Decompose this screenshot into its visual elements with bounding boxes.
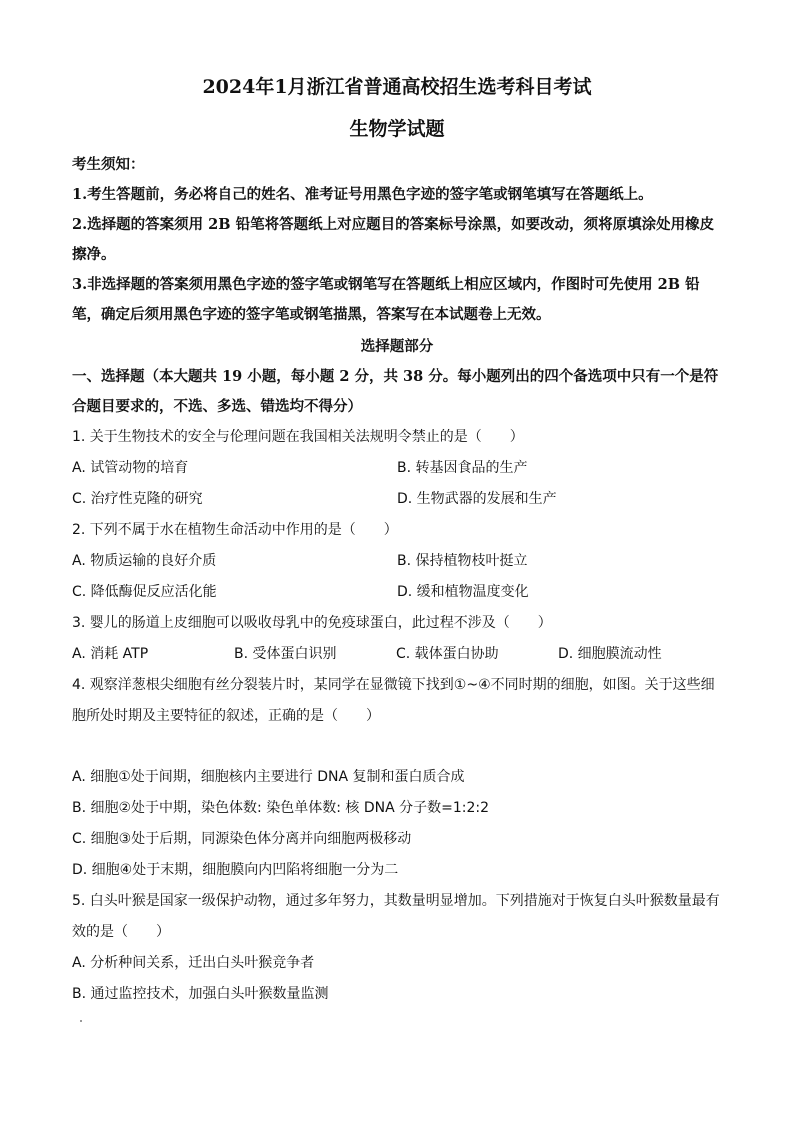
option-a: A. 物质运输的良好介质 [72, 553, 217, 569]
option-b: B. 受体蛋白识别 [234, 646, 337, 662]
option-b: B. 转基因食品的生产 [397, 460, 528, 476]
question-3-options [72, 639, 722, 670]
notice-item-2: 2.选择题的答案须用 2B 铅笔将答题纸上对应题目的答案标号涂黑，如要改动，须将原填涂处用橡皮擦净。 [72, 216, 715, 263]
question-3-stem: 3. 婴儿的肠道上皮细胞可以吸收母乳中的免疫球蛋白，此过程不涉及（ ） [72, 615, 552, 631]
option-b: B. 保持植物枝叶挺立 [397, 553, 528, 569]
question-1-options [72, 453, 722, 515]
option-c: C. 降低酶促反应活化能 [72, 584, 217, 600]
exam-page [72, 62, 722, 1010]
option-a: A. 消耗 ATP [72, 646, 149, 662]
page-subtitle: 生物学试题 [349, 118, 445, 140]
option-a: A. 试管动物的培育 [72, 460, 189, 476]
option-b: B. 细胞②处于中期，染色体数: 染色单体数: 核 DNA 分子数=1:2:2 [72, 800, 490, 816]
question-1-stem: 1. 关于生物技术的安全与伦理问题在我国相关法规明令禁止的是（ ） [72, 429, 524, 445]
question-2-options [72, 546, 722, 608]
question-2-stem: 2. 下列不属于水在植物生命活动中作用的是（ ） [72, 522, 398, 538]
notice-item-1: 1.考生答题前，务必将自己的姓名、准考证号用黑色字迹的签字笔或钢笔填写在答题纸上。 [72, 186, 653, 203]
notice-heading: 考生须知： [72, 156, 145, 173]
page-title: 2024年1月浙江省普通高校招生选考科目考试 [202, 76, 592, 98]
section-intro: 一、选择题（本大题共 19 小题，每小题 2 分，共 38 分。每小题列出的四个备选项中只有一个是符合题目要求的，不选、多选、错选均不得分） [72, 368, 719, 415]
option-d: D. 细胞④处于末期，细胞膜向内凹陷将细胞一分为二 [72, 862, 399, 878]
option-a: A. 细胞①处于间期，细胞核内主要进行 DNA 复制和蛋白质合成 [72, 769, 465, 785]
option-c: C. 细胞③处于后期，同源染色体分离并向细胞两极移动 [72, 831, 412, 847]
scan-mark [80, 1020, 82, 1022]
option-c: C. 治疗性克隆的研究 [72, 491, 203, 507]
option-c: C. 载体蛋白协助 [396, 646, 499, 662]
option-b: B. 通过监控技术，加强白头叶猴数量监测 [72, 986, 329, 1002]
figure-placeholder [72, 732, 722, 762]
notice-item-3: 3.非选择题的答案须用黑色字迹的签字笔或钢笔写在答题纸上相应区域内，作图时可先使用 2B 铅笔，确定后须用黑色字迹的签字笔或钢笔描黑，答案写在本试题卷上无效。 [72, 276, 700, 323]
option-d: D. 细胞膜流动性 [558, 646, 662, 662]
option-d: D. 缓和植物温度变化 [397, 584, 529, 600]
option-a: A. 分析种间关系，迁出白头叶猴竞争者 [72, 955, 315, 971]
question-4-stem: 4. 观察洋葱根尖细胞有丝分裂装片时，某同学在显微镜下找到①~④不同时期的细胞，如图。关于这些细胞所处时期及主要特征的叙述，正确的是（ ） [72, 677, 715, 724]
option-d: D. 生物武器的发展和生产 [397, 491, 557, 507]
section-heading: 选择题部分 [360, 338, 434, 355]
question-5-stem: 5. 白头叶猴是国家一级保护动物，通过多年努力，其数量明显增加。下列措施对于恢复白头叶猴数量最有效的是（ ） [72, 893, 720, 940]
